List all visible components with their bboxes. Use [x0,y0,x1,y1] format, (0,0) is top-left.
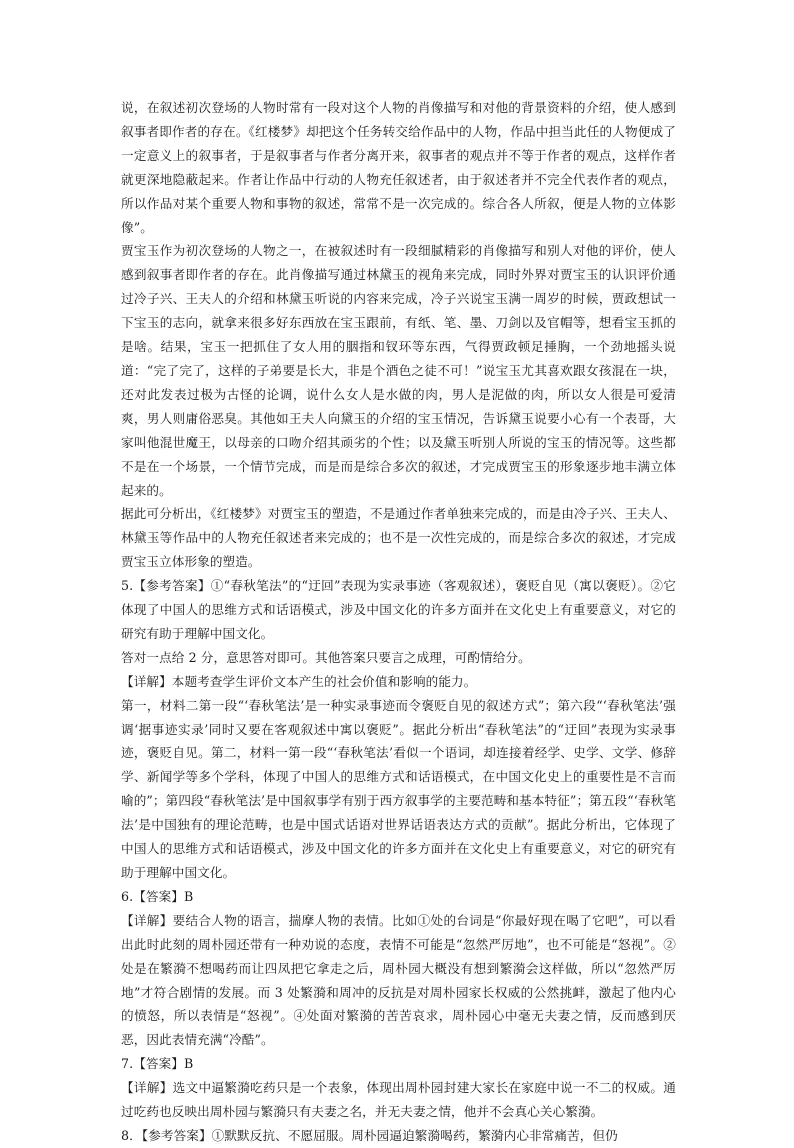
answer-7: 7.【答案】B [121,1056,194,1072]
detail-5-body: 第一，材料二第一段“‘春秋笔法’是一种实录事迹而令褒贬自见的叙述方式”；第六段“‘春秋笔法’强调‘据事迹实录’同时又要在客观叙述中寓以褒贬”。据此分析出“春秋笔法”的“迂回”表现为实录事迹，褒贬自见。第二，材料一第一段“‘春秋笔法’看似一个语词，却连接着经学、史学、文学、修辞学、新闻学等多个学科，体现了中国人的思维方式和话语模式，在中国文化史上的重要性是不言而喻的”；第四段“春秋笔法’是中国叙事学有别于西方叙事学的主要范畴和基本特征”；第五段“‘春秋笔法’是中国独有的理论范畴，也是中国式话语对世界话语表达方式的贡献”。据此分析出，它体现了中国人的思维方式和话语模式，涉及中国文化的许多方面并在文化史上有重要意义，对它的研究有助于理解中国文化。 [121,697,676,880]
detail-5-intro: 【详解】本题考查学生评价文本产生的社会价值和影响的能力。 [121,673,477,689]
detail-6: 【详解】要结合人物的语言，揣摩人物的表情。比如①处的台词是“你最好现在喝了它吧”，可以看出此时此刻的周朴园还带有一种劝说的态度，表情不可能是“忽然严厉地”，也不可能是“怒视”。②处是在繁漪不想喝药而让四凤把它拿走之后，周朴园大概没有想到繁漪会这样做，所以“忽然严厉地”才符合剧情的发展。而 3 处繁漪和周冲的反抗是对周朴园家长权威的公然挑衅，激起了他内心的愤怒，所以表情是“怒视”。④处面对繁漪的苦苦哀求，周朴园心中毫无夫妻之情，反而感到厌恶，因此表情充满“冷酷”。 [121,912,676,1048]
scoring-note-5: 答对一点给 2 分，意思答对即可。其他答案只要言之成理，可酌情给分。 [121,649,531,665]
answer-6: 6.【答案】B [121,888,194,904]
document-page [121,96,676,1148]
answer-8: 8．【参考答案】①默默反抗、不愿屈服。周朴园逼迫繁漪喝药，繁漪内心非常痛苦，但仍 [121,1127,618,1143]
detail-7: 【详解】选文中逼繁漪吃药只是一个表象，体现出周朴园封建大家长在家庭中说一不二的权威。通过吃药也反映出周朴园与繁漪只有夫妻之名，并无夫妻之情，他并不会真心关心繁漪。 [121,1080,676,1120]
paragraph-hongloumeng-intro: 说，在叙述初次登场的人物时常有一段对这个人物的肖像描写和对他的背景资料的介绍，使人感到叙事者即作者的存在。《红楼梦》却把这个任务转交给作品中的人物，作品中担当此任的人物便成了一定意义上的叙事者，于是叙事者与作者分离开来，叙事者的观点并不等于作者的观点，这样作者就更深地隐蔽起来。作者让作品中行动的人物充任叙述者，由于叙述者并不完全代表作者的观点，所以作品对某个重要人物和事物的叙述，常常不是一次完成的。综合各人所叙，便是人物的立体影像”。 [121,100,676,235]
answer-5: 5.【参考答案】①“春秋笔法”的“迂回”表现为实录事迹（客观叙述），褒贬自见（寓以褒贬）。②它体现了中国人的思维方式和话语模式，涉及中国文化的许多方面并在文化史上有重要意义，对它的研究有助于理解中国文化。 [121,578,676,641]
paragraph-baoyu-conclusion: 据此可分析出，《红楼梦》对贾宝玉的塑造，不是通过作者单独来完成的，而是由冷子兴、王夫人、林黛玉等作品中的人物充任叙述者来完成的；也不是一次性完成的，而是综合多次的叙述，才完成贾宝玉立体形象的塑造。 [121,506,676,570]
paragraph-baoyu-analysis: 贾宝玉作为初次登场的人物之一，在被叙述时有一段细腻精彩的肖像描写和别人对他的评价，使人感到叙事者即作者的存在。此肖像描写通过林黛玉的视角来完成，同时外界对贾宝玉的认识评价通过冷子兴、王夫人的介绍和林黛玉听说的内容来完成，冷子兴说宝玉满一周岁的时候，贾政想试一下宝玉的志向，就拿来很多好东西放在宝玉跟前，有纸、笔、墨、刀剑以及官帽等，想看宝玉抓的是啥。结果，宝玉一把抓住了女人用的胭指和钗环等东西，气得贾政顿足捶胸，一个劲地摇头说道：“完了完了，这样的子弟要是长大，非是个酒色之徒不可！”说宝玉尤其喜欢跟女孩混在一块，还对此发表过极为古怪的论调，说什么女人是水做的肉，男人是泥做的肉，所以女人很是可爱清爽，男人则庸俗恶臭。其他如王夫人向黛玉的介绍的宝玉情况，告诉黛玉说要小心有一个表哥，大家叫他混世魔王，以母亲的口吻介绍其顽劣的个性；以及黛玉听别人所说的宝玉的情况等。这些都不是在一个场景，一个情节完成，而是而是综合多次的叙述，才完成贾宝玉的形象逐步地丰满立体起来的。 [121,243,676,498]
